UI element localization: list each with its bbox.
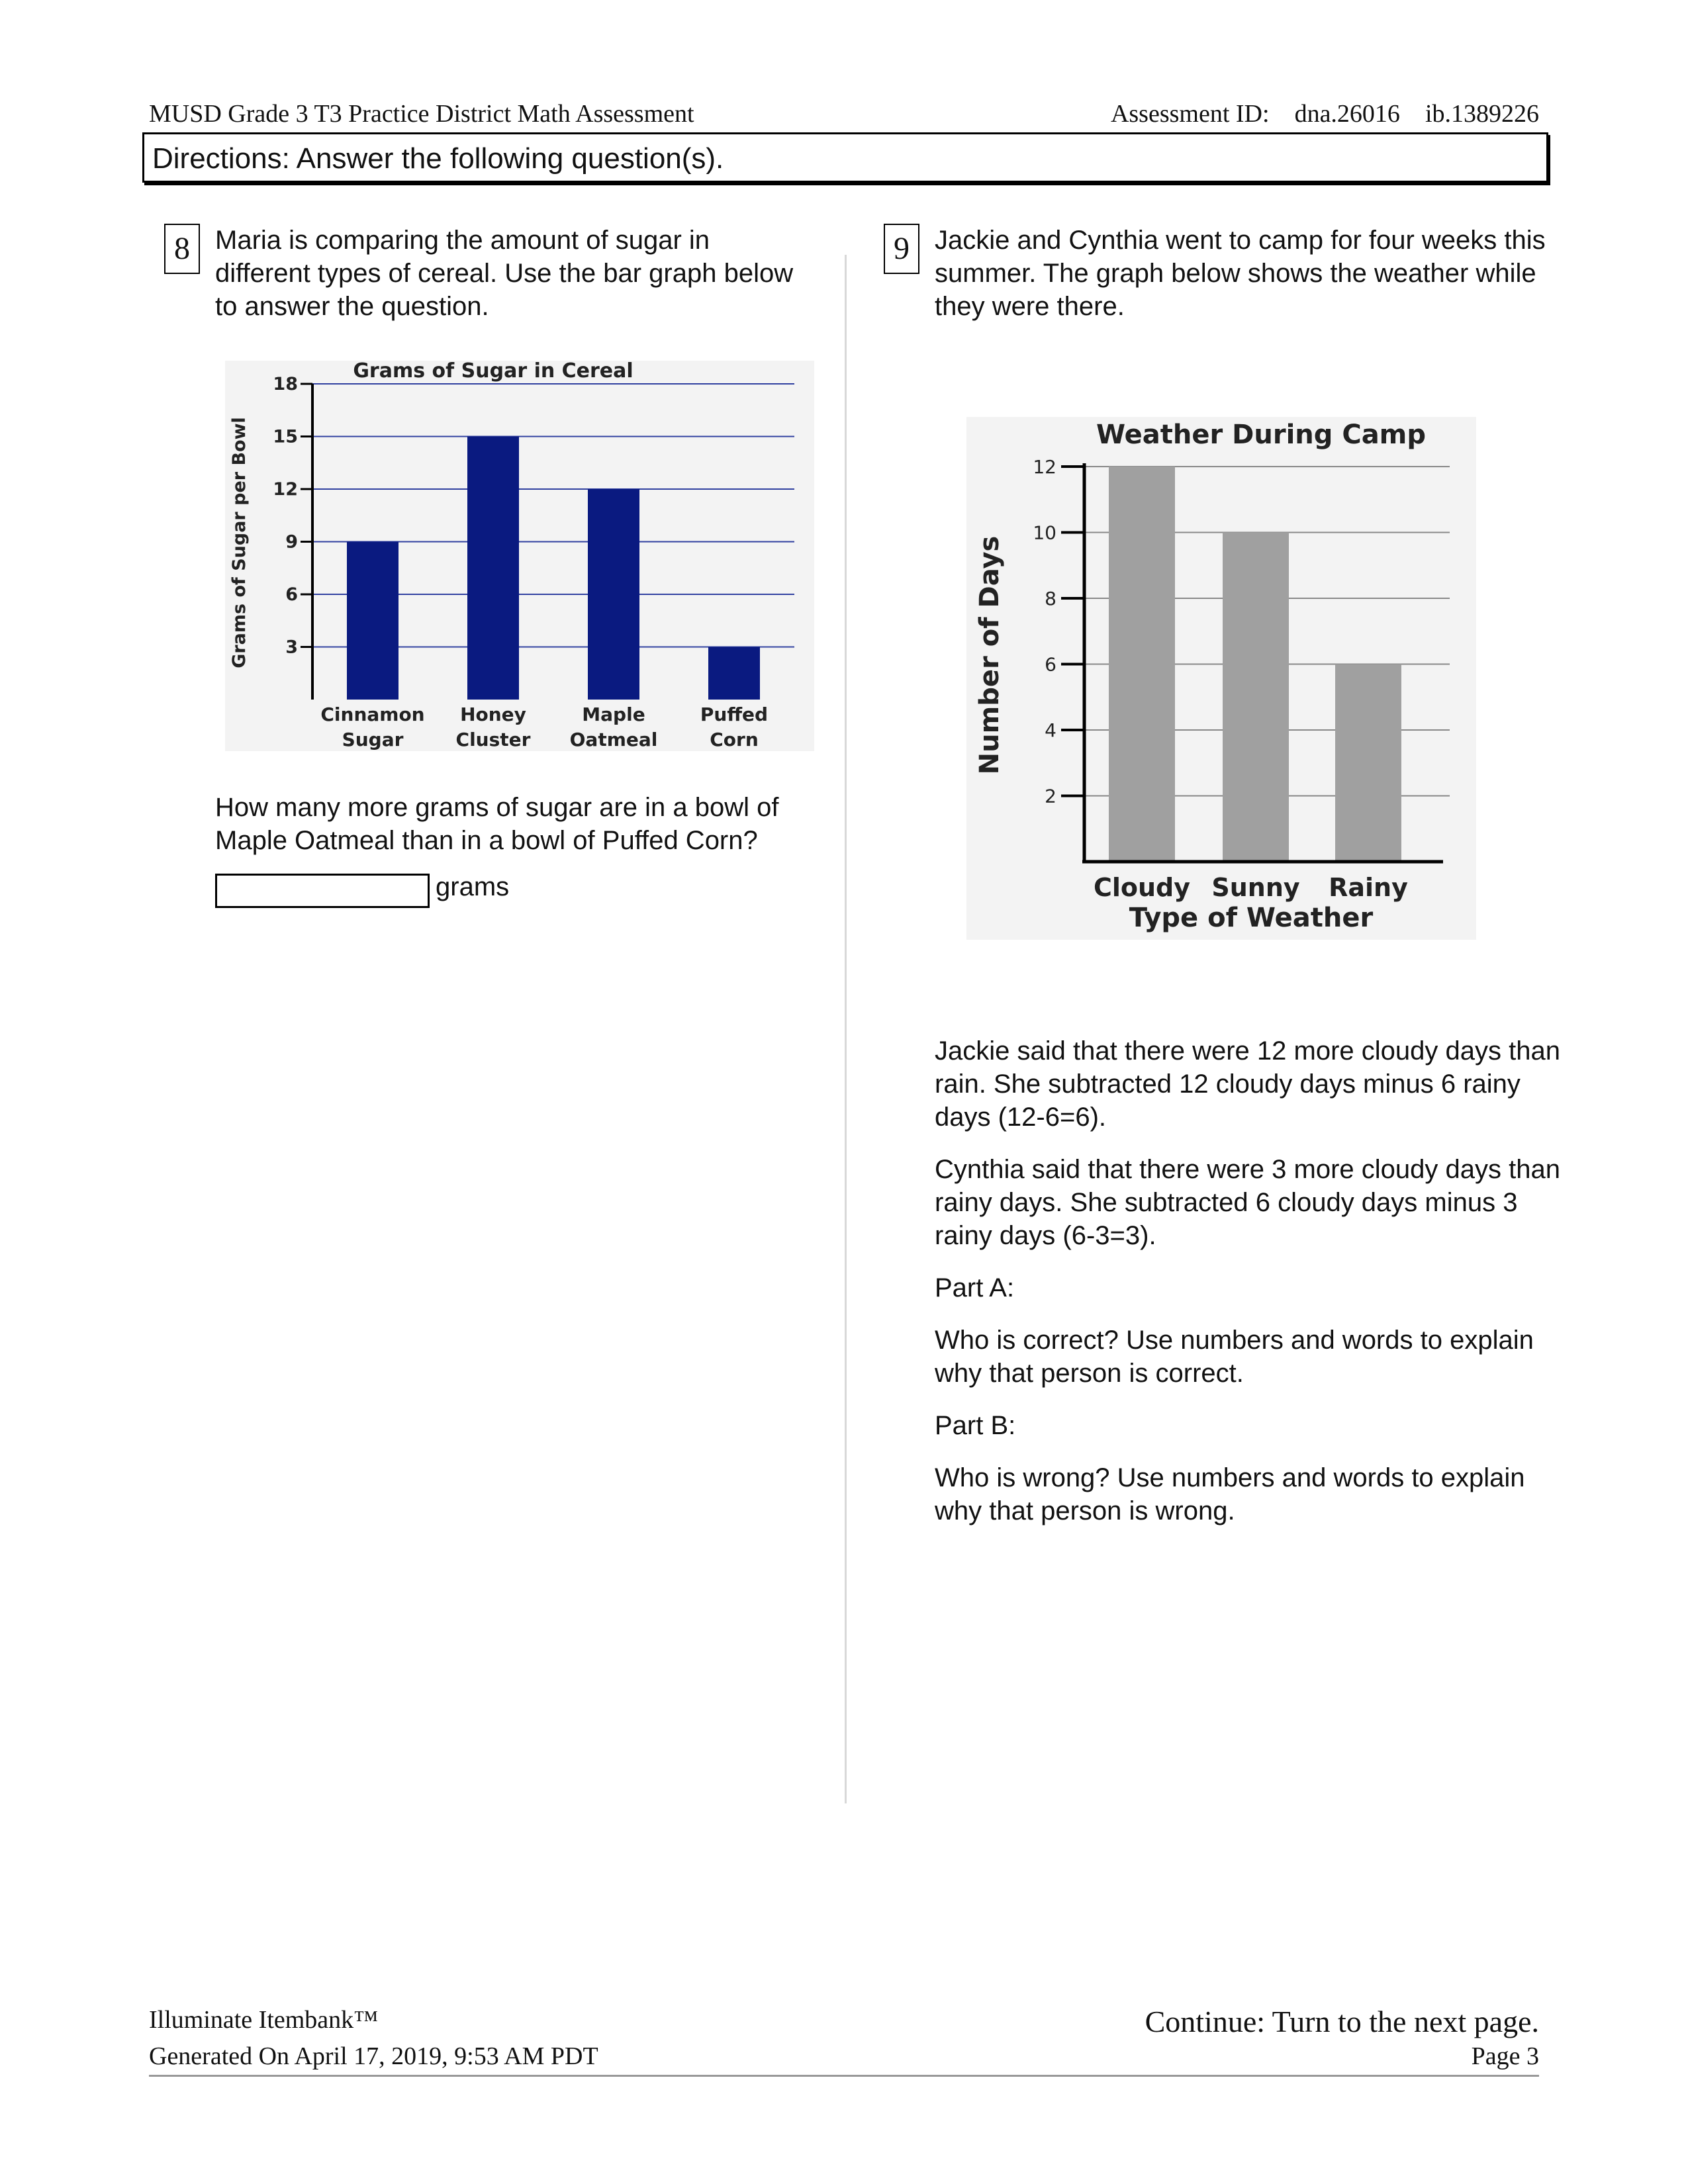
y-tick-label: 8 [1045, 588, 1056, 610]
y-tick-label: 12 [1033, 456, 1056, 478]
q9-paragraph: Jackie said that there were 12 more cloudy days than rain. She subtracted 12 cloudy days minus 6 rainy days (12-6=6). [935, 1036, 1560, 1132]
q9-paragraph: Cynthia said that there were 3 more cloudy days than rainy days. She subtracted 6 cloudy days minus 3 rainy days (6-3=3). [935, 1155, 1560, 1250]
y-axis-label: Number of Days [974, 535, 1005, 775]
assessment-title: MUSD Grade 3 T3 Practice District Math Assessment [149, 100, 694, 128]
y-tick-label: 2 [1045, 785, 1056, 807]
x-tick-label: Sunny [1211, 873, 1300, 902]
q9-paragraph: Part B: [935, 1411, 1016, 1440]
footer-generated: Generated On April 17, 2019, 9:53 AM PDT [149, 2042, 598, 2070]
question-8-number: 8 [164, 224, 200, 274]
footer-brand: Illuminate Itembank™ [149, 2006, 379, 2034]
x-tick-label: Honey [460, 704, 526, 725]
bar [467, 437, 519, 700]
bar [1223, 533, 1289, 862]
q9-paragraph: Who is correct? Use numbers and words to explain why that person is correct. [935, 1326, 1534, 1388]
y-tick-label: 3 [285, 637, 298, 658]
x-axis-label: Type of Weather [1129, 903, 1374, 933]
x-tick-label: Sugar [342, 729, 404, 751]
weather-bar-chart [966, 417, 1476, 940]
column-divider [845, 255, 847, 1803]
bar [1109, 467, 1175, 862]
question-9-body [935, 1034, 1570, 1547]
q9-paragraph: Who is wrong? Use numbers and words to explain why that person is wrong. [935, 1463, 1525, 1525]
directions-box [142, 132, 1548, 183]
x-tick-label: Cloudy [1093, 873, 1191, 902]
y-tick-label: 4 [1045, 719, 1056, 741]
y-tick-label: 6 [285, 584, 298, 605]
page-number: Page 3 [1471, 2042, 1539, 2070]
y-tick-label: 9 [285, 531, 298, 553]
y-tick-label: 18 [273, 374, 298, 394]
assessment-id-label: Assessment ID: [1110, 100, 1270, 128]
question-9-prompt: Jackie and Cynthia went to camp for four weeks this summer. The graph below shows the weather while they were there. [935, 226, 1546, 321]
bar [347, 542, 399, 700]
x-tick-label: Puffed [700, 704, 769, 725]
x-tick-label: Corn [710, 729, 759, 751]
continue-label: Continue: Turn to the next page. [1145, 2005, 1539, 2038]
question-8-prompt: Maria is comparing the amount of sugar in different types of cereal. Use the bar graph below to answer the question. [215, 226, 794, 321]
y-tick-label: 15 [273, 426, 298, 447]
y-tick-label: 6 [1045, 653, 1056, 676]
x-tick-label: Cluster [455, 729, 531, 751]
assessment-id [1111, 99, 1539, 128]
chart-title: Grams of Sugar in Cereal [353, 361, 633, 383]
x-tick-label: Oatmeal [569, 729, 658, 751]
x-tick-label: Maple [582, 704, 645, 725]
ib-id: ib.1389226 [1425, 100, 1539, 128]
q9-paragraph: Part A: [935, 1273, 1015, 1302]
bar [588, 489, 639, 700]
x-tick-label: Cinnamon [320, 704, 425, 725]
sugar-bar-chart [225, 361, 814, 751]
chart-title: Weather During Camp [1096, 420, 1427, 450]
question-9-number: 9 [884, 224, 919, 274]
question-8-text: How many more grams of sugar are in a bowl of Maple Oatmeal than in a bowl of Puffed Corn? [215, 793, 779, 855]
x-tick-label: Rainy [1329, 873, 1408, 902]
y-tick-label: 10 [1033, 522, 1056, 544]
y-tick-label: 12 [273, 479, 298, 500]
bar [708, 647, 760, 700]
bar [1335, 664, 1401, 862]
answer-input[interactable] [215, 874, 430, 908]
y-axis-label: Grams of Sugar per Bowl [229, 417, 250, 668]
dna-id: dna.26016 [1294, 100, 1400, 128]
directions-text: Directions: Answer the following question(s). [152, 142, 724, 175]
answer-unit: grams [436, 872, 510, 901]
footer-rule [149, 2075, 1539, 2077]
